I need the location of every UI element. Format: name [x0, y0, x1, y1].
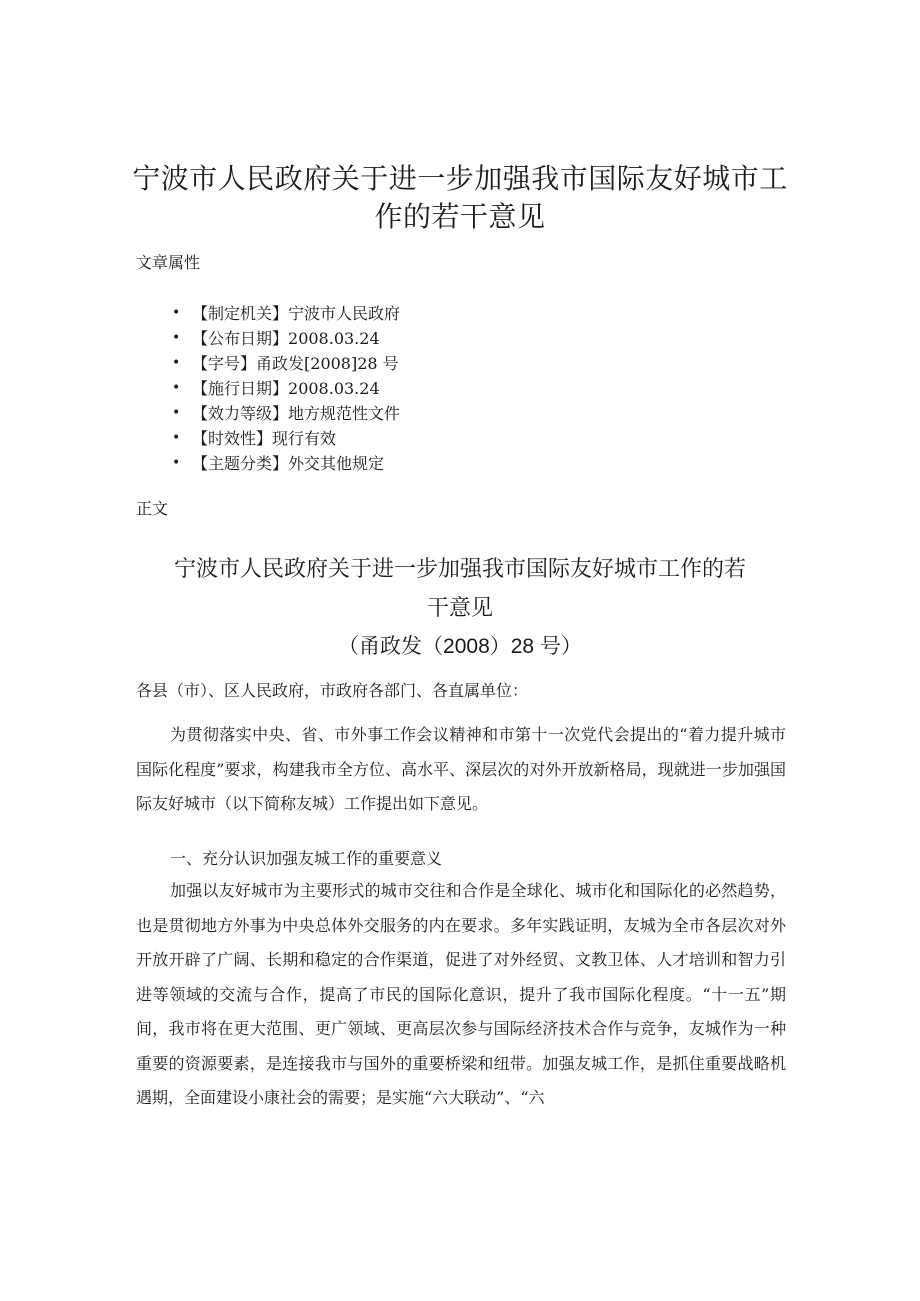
attribute-item [172, 401, 400, 426]
bullet-icon: • [172, 455, 181, 471]
bullet-icon: • [172, 405, 181, 421]
document-title: 宁波市人民政府关于进一步加强我市国际友好城市工作的若干意见 [132, 162, 788, 233]
attribute-value: 2008.03.24 [288, 379, 380, 398]
bullet-icon: • [172, 330, 181, 346]
attribute-item [172, 326, 400, 351]
attribute-label: 【施行日期】 [192, 379, 289, 398]
paragraph-intro: 为贯彻落实中央、省、市外事工作会议精神和市第十一次党代会提出的“着力提升城市国际化程度”要求，构建我市全方位、高水平、深层次的对外开放新格局，现就进一步加强国际友好城市（以下简称友城）工作提出如下意见。 [136, 725, 786, 813]
attributes-list [172, 301, 400, 476]
attributes-label: 文章属性 [136, 253, 201, 272]
attribute-value: 现行有效 [272, 429, 337, 448]
attribute-item [172, 301, 400, 326]
document-number: （甬政发（2008）28 号） [338, 635, 582, 658]
bullet-icon: • [172, 430, 181, 446]
attribute-item [172, 351, 400, 376]
attribute-label: 【公布日期】 [192, 329, 289, 348]
attribute-item [172, 426, 400, 451]
attribute-label: 【主题分类】 [192, 454, 289, 473]
body-label: 正文 [136, 499, 169, 518]
bullet-icon: • [172, 355, 181, 371]
attribute-value: 甬政发[2008]28 号 [256, 354, 399, 373]
attribute-value: 地方规范性文件 [288, 404, 401, 423]
body-title-line-2: 干意见 [426, 596, 493, 621]
bullet-icon: • [172, 305, 181, 321]
attribute-item [172, 451, 400, 476]
attribute-label: 【字号】 [192, 354, 257, 373]
attribute-label: 【制定机关】 [192, 304, 289, 323]
attribute-label: 【时效性】 [192, 429, 273, 448]
attribute-value: 2008.03.24 [288, 329, 380, 348]
bullet-icon: • [172, 380, 181, 396]
attribute-value: 外交其他规定 [288, 454, 385, 473]
paragraph-significance: 加强以友好城市为主要形式的城市交往和合作是全球化、城市化和国际化的必然趋势，也是贯彻地方外事为中央总体外交服务的内在要求。多年实践证明，友城为全市各层次对外开放开辟了广阔、长期和稳定的合作渠道，促进了对外经贸、文教卫体、人才培训和智力引进等领域的交流与合作，提高了市民的国际化意识，提升了我市国际化程度。“十一五”期间，我市将在更大范围、更广领域、更高层次参与国际经济技术合作与竞争，友城作为一种重要的资源要素，是连接我市与国外的重要桥梁和纽带。加强友城工作，是抓住重要战略机遇期，全面建设小康社会的需要；是实施“六大联动”、“六 [136, 881, 786, 1107]
attribute-item [172, 376, 400, 401]
section-heading-1: 一、充分认识加强友城工作的重要意义 [170, 849, 443, 868]
attribute-label: 【效力等级】 [192, 404, 289, 423]
attribute-value: 宁波市人民政府 [288, 304, 401, 323]
body-title-line-1: 宁波市人民政府关于进一步加强我市国际友好城市工作的若 [173, 557, 746, 582]
addressee: 各县（市）、区人民政府，市政府各部门、各直属单位： [136, 681, 529, 700]
